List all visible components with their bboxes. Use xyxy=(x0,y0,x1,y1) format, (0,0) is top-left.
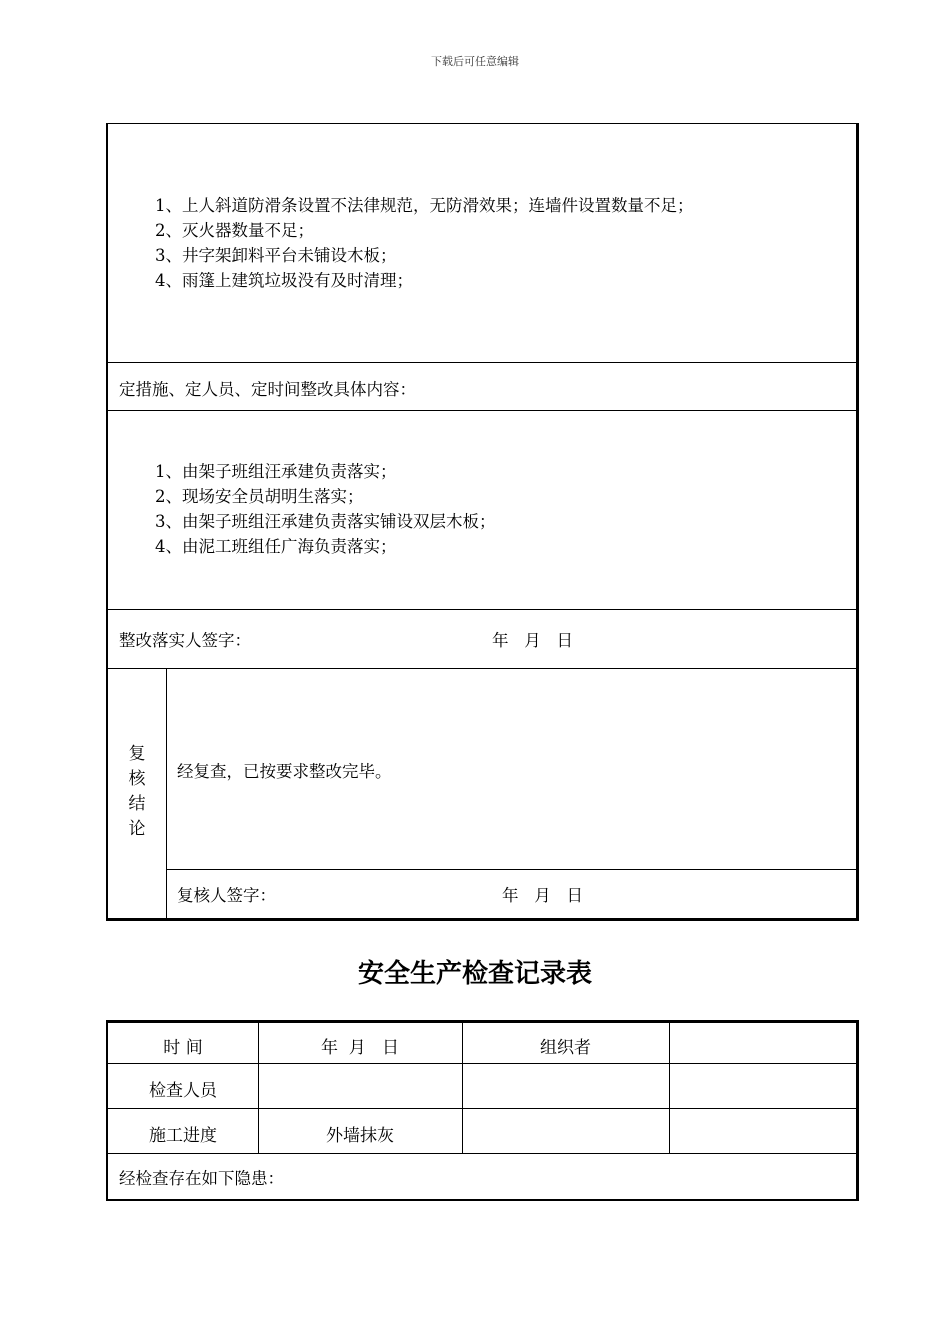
divider xyxy=(108,609,856,610)
divider xyxy=(108,410,856,411)
rectifier-signature-label: 整改落实人签字： xyxy=(119,631,251,650)
hazard-item: 1、上人斜道防滑条设置不法律规范，无防滑效果；连墙件设置数量不足； xyxy=(155,196,694,215)
hazard-item: 2、灭火器数量不足； xyxy=(155,221,314,240)
rectification-item: 1、由架子班组汪承建负责落实； xyxy=(155,462,397,481)
review-conclusion: 经复查，已按要求整改完毕。 xyxy=(177,762,392,781)
organizer-label: 组织者 xyxy=(540,1038,591,1058)
hazards-found-label: 经检查存在如下隐患： xyxy=(119,1169,284,1188)
review-column-divider xyxy=(166,668,167,918)
review-side-char: 核 xyxy=(128,769,146,789)
rectification-item: 3、由架子班组汪承建负责落实铺设双层木板； xyxy=(155,512,496,531)
divider xyxy=(108,362,856,363)
time-label: 时 间 xyxy=(163,1038,203,1058)
form-title: 安全生产检查记录表 xyxy=(357,959,592,989)
inspectors-label: 检查人员 xyxy=(149,1081,217,1101)
progress-label: 施工进度 xyxy=(149,1126,217,1146)
time-value: 年 月 日 xyxy=(320,1038,400,1058)
header-note: 下载后可任意编辑 xyxy=(431,55,519,68)
hazard-item: 4、雨篷上建筑垃圾没有及时清理； xyxy=(155,271,413,290)
reviewer-signature-label: 复核人签字： xyxy=(177,886,276,905)
hazard-item: 3、井字架卸料平台未铺设木板； xyxy=(155,246,397,265)
rectifier-signature-date: 年 月 日 xyxy=(492,631,573,650)
row-divider xyxy=(108,1108,856,1109)
hazard-list xyxy=(155,193,694,293)
review-side-char: 论 xyxy=(128,819,146,839)
reviewer-signature-date: 年 月 日 xyxy=(502,886,583,905)
progress-value: 外墙抹灰 xyxy=(326,1126,394,1146)
divider xyxy=(166,869,856,870)
rectification-item: 4、由泥工班组任广海负责落实； xyxy=(155,537,397,556)
review-side-char: 复 xyxy=(128,744,146,764)
review-side-label xyxy=(108,742,166,842)
divider xyxy=(108,668,856,669)
rectification-item: 2、现场安全员胡明生落实； xyxy=(155,487,364,506)
rectification-heading: 定措施、定人员、定时间整改具体内容： xyxy=(119,380,416,399)
inspection-record-table xyxy=(106,1020,859,1201)
column-divider xyxy=(669,1023,670,1153)
rectification-list xyxy=(155,459,496,559)
row-divider xyxy=(108,1063,856,1064)
row-divider xyxy=(108,1153,856,1154)
inspection-form-continuation xyxy=(106,123,859,921)
review-side-char: 结 xyxy=(128,794,146,814)
